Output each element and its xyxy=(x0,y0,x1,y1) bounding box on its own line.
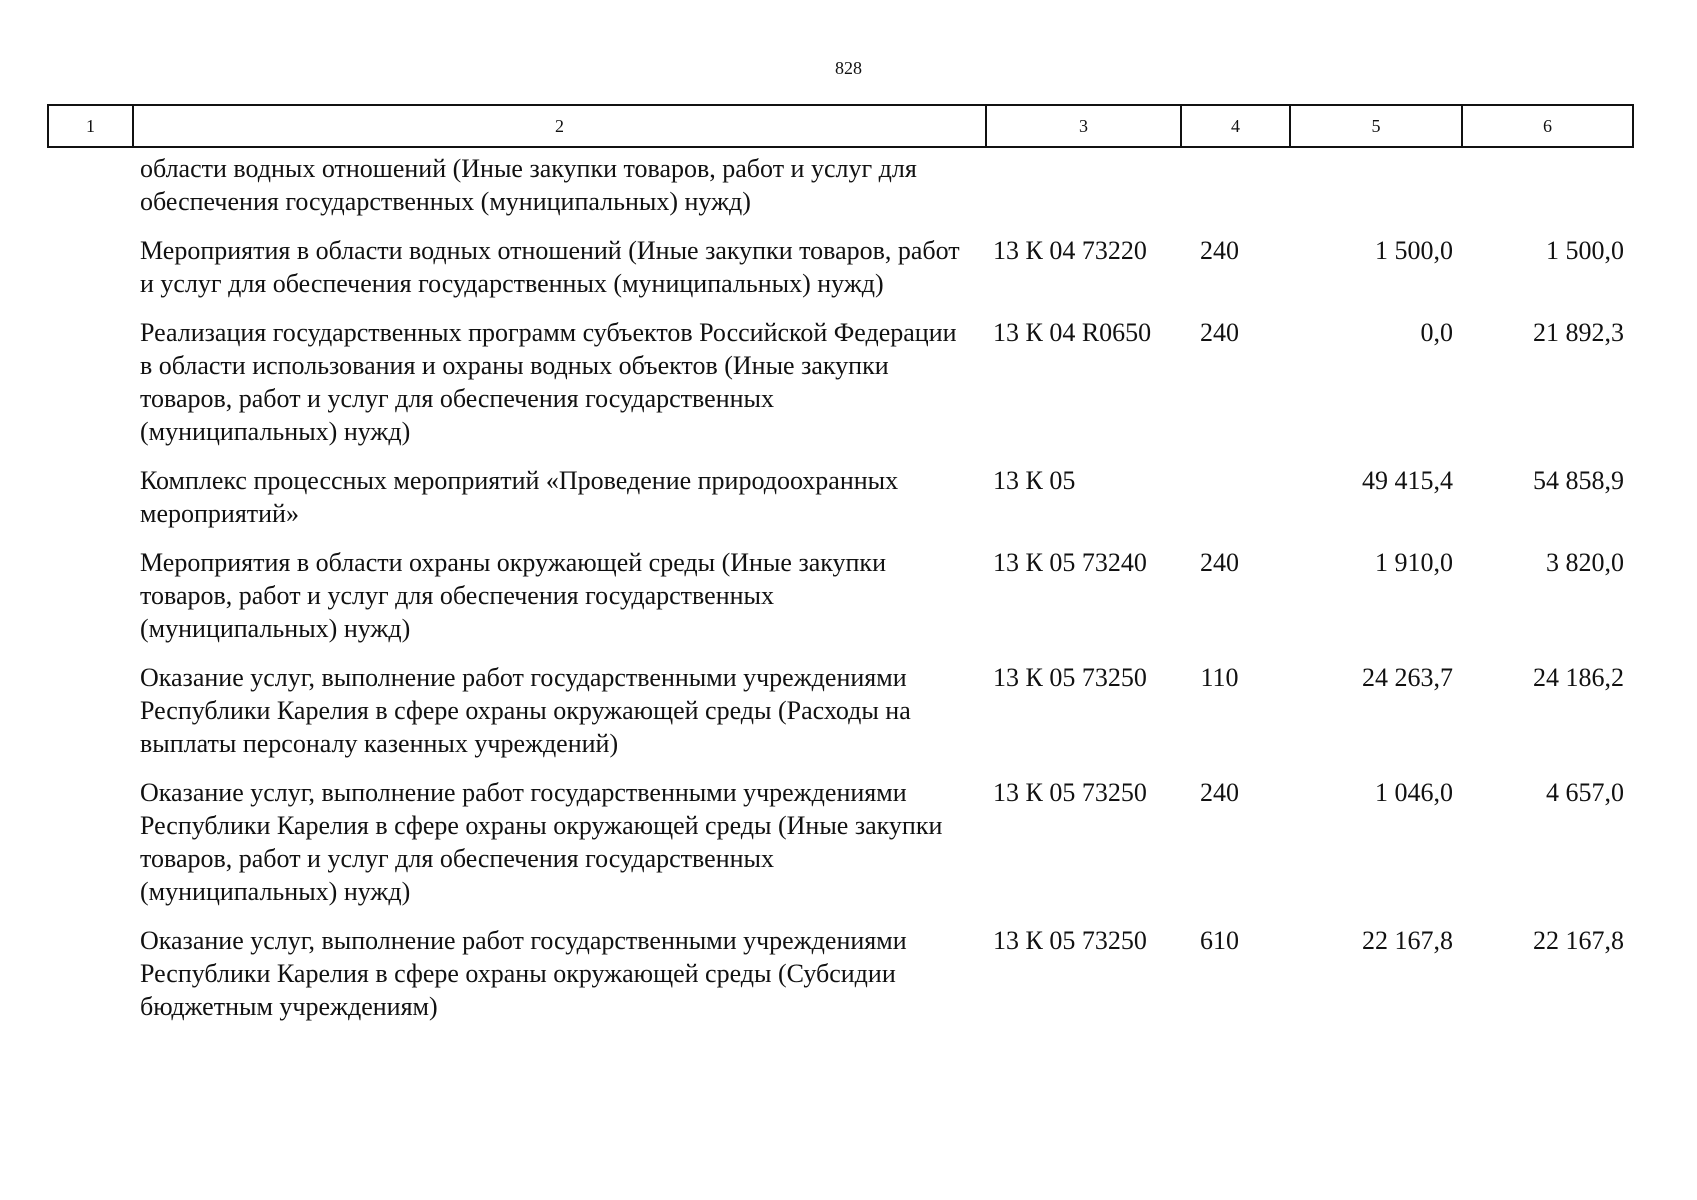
amount-year2-cell: 21 892,3 xyxy=(1533,318,1624,347)
expense-type-cell: 240 xyxy=(1200,318,1239,347)
table-row xyxy=(47,234,1632,316)
amount-year2-cell: 22 167,8 xyxy=(1533,926,1624,955)
table-row xyxy=(47,464,1632,546)
amount-year1-cell: 0,0 xyxy=(1420,318,1453,347)
table-row xyxy=(47,776,1632,924)
amount-year1-cell: 22 167,8 xyxy=(1362,926,1453,955)
expense-type-cell xyxy=(1180,464,1289,546)
expense-type-cell: 240 xyxy=(1200,236,1239,265)
expense-name-cell: Оказание услуг, выполнение работ государственными учреждениями Республики Карелия в сфере охраны окружающей среды (Субсидии бюджетным учреждениям) xyxy=(140,926,907,1021)
amount-year1-cell: 24 263,7 xyxy=(1362,663,1453,692)
target-code-cell: 13 К 05 xyxy=(993,466,1076,495)
expense-name-cell: Оказание услуг, выполнение работ государственными учреждениями Республики Карелия в сфере охраны окружающей среды (Расходы на выплаты персоналу казенных учреждений) xyxy=(140,663,911,758)
header-cell-5: 5 xyxy=(1290,105,1462,147)
amount-year1-cell: 1 046,0 xyxy=(1375,778,1453,807)
amount-year1-cell: 49 415,4 xyxy=(1362,466,1453,495)
table-row xyxy=(47,661,1632,776)
expense-name-cell: Комплекс процессных мероприятий «Проведение природоохранных мероприятий» xyxy=(140,466,899,528)
expense-name-cell: области водных отношений (Иные закупки товаров, работ и услуг для обеспечения государственных (муниципальных) нужд) xyxy=(140,154,917,216)
target-code-cell: 13 К 05 73250 xyxy=(993,663,1147,692)
target-code-cell: 13 К 05 73250 xyxy=(993,926,1147,955)
column-number-header xyxy=(47,104,1634,148)
target-code-cell: 13 К 04 R0650 xyxy=(993,318,1152,347)
target-code-cell: 13 К 05 73240 xyxy=(993,548,1147,577)
amount-year2-cell: 24 186,2 xyxy=(1533,663,1624,692)
header-cell-2: 2 xyxy=(133,105,986,147)
amount-year1-cell: 1 910,0 xyxy=(1375,548,1453,577)
header-row xyxy=(48,105,1633,147)
amount-year1-cell: 1 500,0 xyxy=(1375,236,1453,265)
table-row xyxy=(47,924,1632,1039)
expense-type-cell: 110 xyxy=(1200,663,1239,692)
header-cell-4: 4 xyxy=(1181,105,1290,147)
target-code-cell xyxy=(985,152,1180,234)
expense-name-cell: Мероприятия в области охраны окружающей среды (Иные закупки товаров, работ и услуг для обеспечения государственных (муниципальных) нужд) xyxy=(140,548,886,643)
amount-year2-cell: 4 657,0 xyxy=(1546,778,1624,807)
header-cell-3: 3 xyxy=(986,105,1181,147)
amount-year2-cell: 1 500,0 xyxy=(1546,236,1624,265)
target-code-cell: 13 К 05 73250 xyxy=(993,778,1147,807)
header-cell-1: 1 xyxy=(48,105,133,147)
table-row xyxy=(47,152,1632,234)
amount-year2-cell xyxy=(1461,152,1632,234)
expense-name-cell: Реализация государственных программ субъектов Российской Федерации в области использования и охраны водных объектов (Иные закупки товаров, работ и услуг для обеспечения государственных (муниципальных) нужд) xyxy=(140,318,957,446)
expense-type-cell: 240 xyxy=(1200,548,1239,577)
target-code-cell: 13 К 04 73220 xyxy=(993,236,1147,265)
expense-type-cell: 240 xyxy=(1200,778,1239,807)
table-row xyxy=(47,316,1632,464)
expense-name-cell: Оказание услуг, выполнение работ государственными учреждениями Республики Карелия в сфере охраны окружающей среды (Иные закупки товаров, работ и услуг для обеспечения государственных (муниципальных) нужд) xyxy=(140,778,943,906)
expense-type-cell xyxy=(1180,152,1289,234)
expense-type-cell: 610 xyxy=(1200,926,1239,955)
amount-year1-cell xyxy=(1289,152,1461,234)
page-number: 828 xyxy=(835,58,862,78)
header-cell-6: 6 xyxy=(1462,105,1633,147)
amount-year2-cell: 3 820,0 xyxy=(1546,548,1624,577)
amount-year2-cell: 54 858,9 xyxy=(1533,466,1624,495)
budget-table xyxy=(47,152,1632,1039)
expense-name-cell: Мероприятия в области водных отношений (Иные закупки товаров, работ и услуг для обеспечения государственных (муниципальных) нужд) xyxy=(140,236,960,298)
budget-table-body xyxy=(47,152,1632,1039)
table-row xyxy=(47,546,1632,661)
